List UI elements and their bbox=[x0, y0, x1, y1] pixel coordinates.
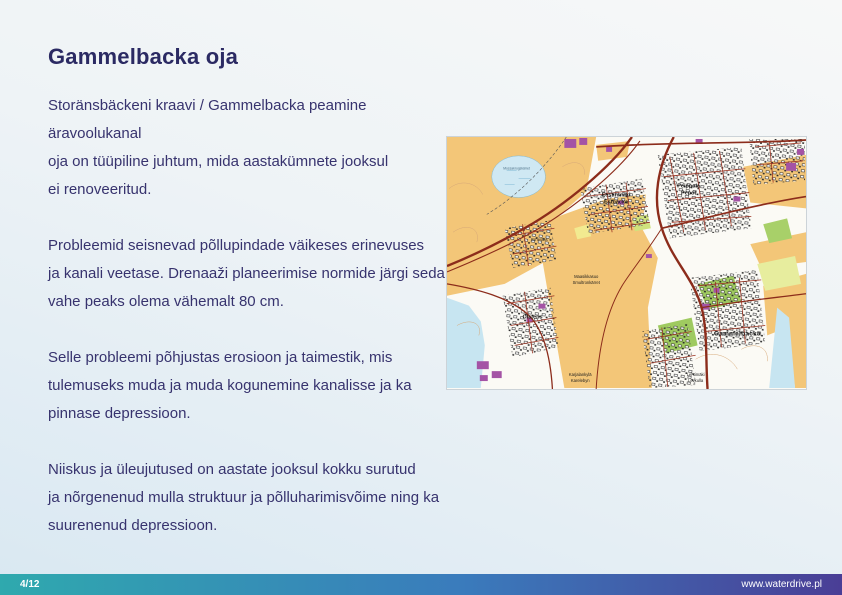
footer-bar bbox=[0, 574, 842, 595]
map-label-lehtimaki: Lehtimäki bbox=[686, 372, 705, 378]
paragraph-line: oja on tüüpiline juhtum, mida aastakümnete jooksul bbox=[48, 153, 389, 170]
slide-content bbox=[48, 44, 458, 568]
map-label-smultronkarret: Smultronkärret bbox=[572, 279, 600, 285]
website-link[interactable]: www.waterdrive.pl bbox=[741, 579, 822, 590]
map-label-gammelbacka: Gammelbacka bbox=[713, 330, 761, 338]
topographic-map bbox=[447, 137, 806, 389]
map-image bbox=[446, 136, 807, 390]
map-label-karjalankyla: Karjalankylä bbox=[568, 372, 592, 378]
map-label-estbacka: Estbacka bbox=[604, 199, 629, 206]
map-label-pepot: Pepot bbox=[681, 190, 697, 197]
paragraph-line: Selle probleemi põhjustas erosioon ja taimestik, mis bbox=[48, 349, 393, 366]
page-indicator: 4/12 bbox=[20, 579, 40, 590]
map-label-olstens: Ölstens bbox=[522, 314, 543, 321]
paragraph-line: ei renoveeritud. bbox=[48, 181, 152, 198]
paragraph-2 bbox=[48, 232, 458, 316]
map-label-lovkulla: Lövkulla bbox=[687, 378, 704, 384]
paragraph-line: ja kanali veetase. Drenaaži planeerimise normide järgi seda bbox=[48, 265, 445, 282]
map-label-peippola: Peippola bbox=[677, 183, 701, 190]
paragraph-line: ja nõrgenenud mulla struktuur ja põlluharimisvõime ning ka bbox=[48, 489, 440, 506]
paragraph-line: pinnase depressioon. bbox=[48, 405, 191, 422]
map-label-ernestas: Ernestas bbox=[531, 237, 548, 243]
paragraph-line: Storänsbäckeni kraavi / Gammelbacka peamine äravoolukanal bbox=[48, 97, 367, 142]
map-label-maasikkasuo: Maasikkasuo bbox=[574, 273, 599, 279]
paragraph-line: Niiskus ja üleujutused on aastate jooksul kokku surutud bbox=[48, 461, 416, 478]
map-label-lake: Mossakrogskärret bbox=[503, 166, 530, 171]
paragraph-line: vahe peaks olema vähemalt 80 cm. bbox=[48, 293, 284, 310]
paragraph-1 bbox=[48, 92, 458, 204]
page-title: Gammelbacka oja bbox=[48, 44, 239, 69]
paragraph-line: tulemuseks muda ja muda kogunemine kanalisse ja ka bbox=[48, 377, 412, 394]
paragraph-4 bbox=[48, 456, 458, 540]
paragraph-3 bbox=[48, 344, 458, 428]
paragraph-line: Probleemid seisnevad põllupindade väikeses erinevuses bbox=[48, 237, 425, 254]
map-label-karelebyn: Karelebyn bbox=[570, 378, 590, 384]
paragraph-line: suurenenud depressioon. bbox=[48, 517, 218, 534]
map-label-eestinmaki: Eestinmäki bbox=[601, 192, 631, 199]
